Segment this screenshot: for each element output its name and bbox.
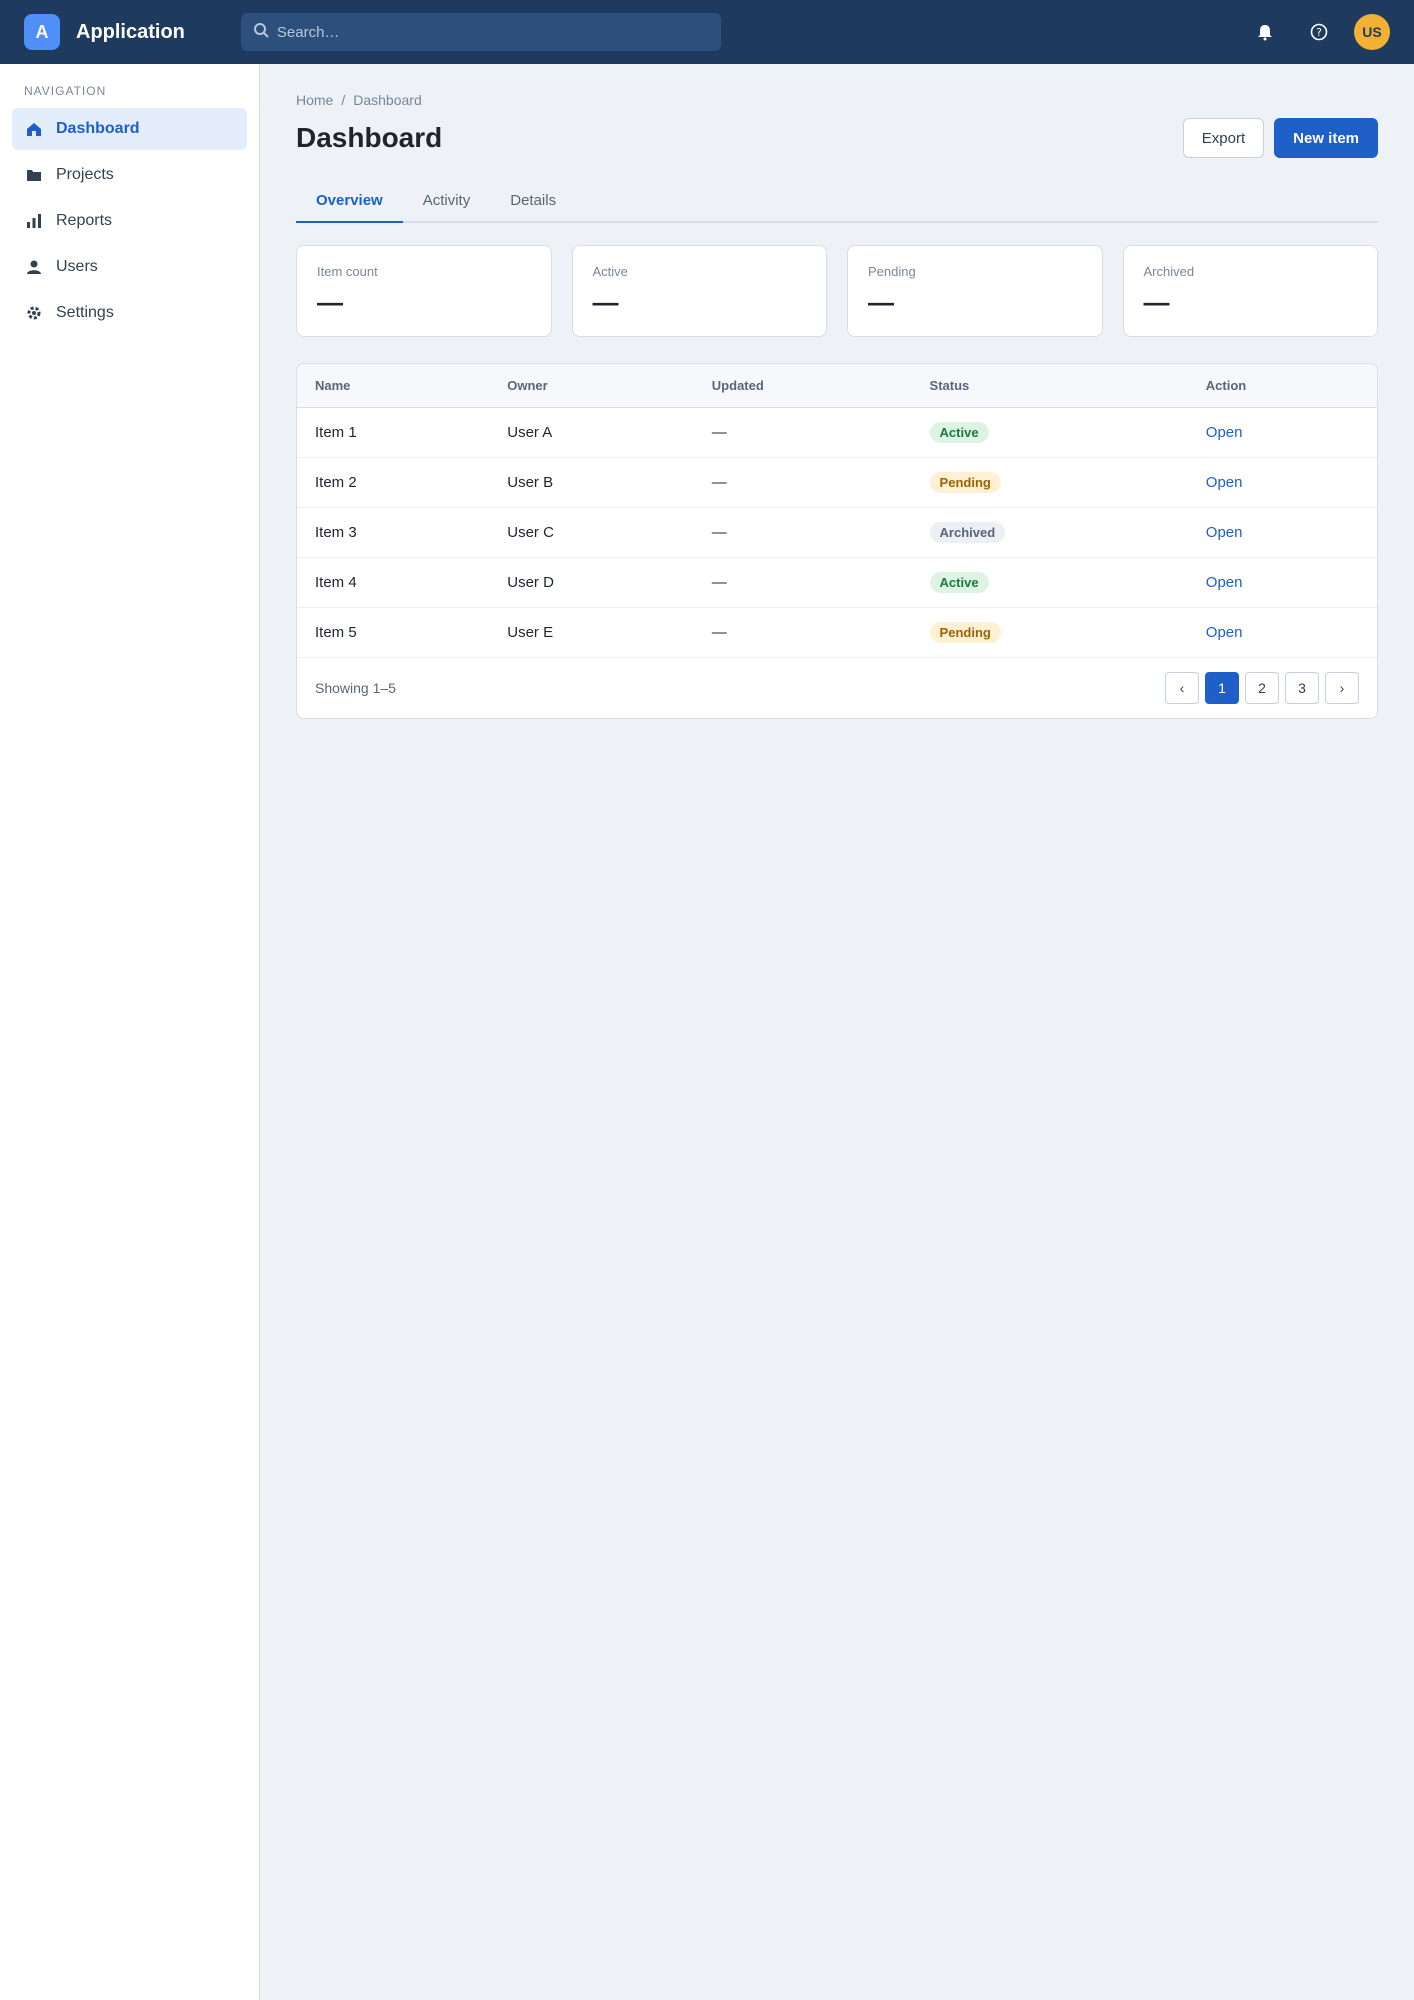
- table-cell: [297, 608, 489, 658]
- help-icon[interactable]: [1300, 13, 1338, 51]
- summary-card: [1123, 245, 1379, 337]
- cell-updated: —: [711, 624, 727, 641]
- table-header-row: [297, 364, 1377, 408]
- table-cell: [489, 458, 694, 508]
- table-cell: [912, 408, 1188, 458]
- breadcrumb-current: Dashboard: [353, 92, 422, 108]
- search-icon: [253, 22, 269, 43]
- breadcrumb: [296, 92, 1378, 108]
- svg-text:?: ?: [1316, 26, 1322, 39]
- card-label: Archived: [1143, 264, 1195, 279]
- cell-updated: —: [711, 424, 727, 441]
- table-row[interactable]: [297, 558, 1377, 608]
- row-action-link[interactable]: Open: [1205, 574, 1243, 591]
- table-cell: [1188, 608, 1377, 658]
- folder-icon: [24, 165, 44, 185]
- search-input[interactable]: [277, 24, 709, 41]
- breadcrumb-link[interactable]: Home: [296, 92, 334, 108]
- table-cell: [297, 408, 489, 458]
- table-row[interactable]: [297, 608, 1377, 658]
- table-cell: [489, 558, 694, 608]
- users-icon: [24, 257, 44, 277]
- column-header[interactable]: Updated: [694, 364, 912, 408]
- card-label: Active: [592, 264, 628, 279]
- cell-name: Item 5: [315, 624, 357, 641]
- data-table: [297, 364, 1377, 658]
- column-header: Action: [1188, 364, 1377, 408]
- row-action-link[interactable]: Open: [1205, 524, 1243, 541]
- status-badge: Pending: [930, 472, 1001, 493]
- cell-name: Item 1: [315, 424, 357, 441]
- tab-activity[interactable]: Activity: [422, 192, 471, 209]
- cell-owner: User E: [507, 624, 554, 641]
- row-summary: Showing 1–5: [315, 680, 396, 696]
- new-item-button[interactable]: New item: [1274, 118, 1378, 158]
- app-title: Application: [76, 20, 185, 43]
- page-button[interactable]: 2: [1245, 672, 1279, 704]
- status-badge: Archived: [930, 522, 1006, 543]
- cell-name: Item 2: [315, 474, 357, 491]
- cell-name: Item 4: [315, 574, 357, 591]
- status-badge: Pending: [930, 622, 1001, 643]
- table-body: [297, 408, 1377, 658]
- table-cell: [297, 458, 489, 508]
- top-header: [0, 0, 1414, 64]
- summary-card: [296, 245, 552, 337]
- card-value: —: [868, 287, 894, 317]
- tab-details[interactable]: Details: [510, 192, 557, 209]
- table-cell: [489, 508, 694, 558]
- cell-owner: User B: [507, 474, 554, 491]
- card-value: —: [1143, 287, 1170, 317]
- table-cell: [912, 508, 1188, 558]
- table-cell: [912, 608, 1188, 658]
- page-button[interactable]: 1: [1205, 672, 1239, 704]
- table-cell: [1188, 508, 1377, 558]
- cell-updated: —: [711, 574, 727, 591]
- sidebar-item-label: Projects: [56, 166, 114, 183]
- status-badge: Active: [930, 572, 989, 593]
- table-cell: [1188, 408, 1377, 458]
- cell-updated: —: [711, 524, 727, 541]
- sidebar-heading: NAVIGATION: [24, 84, 107, 98]
- table-row[interactable]: [297, 508, 1377, 558]
- app-logo: A: [24, 14, 60, 50]
- table-cell: [489, 608, 694, 658]
- summary-card: [847, 245, 1103, 337]
- export-button[interactable]: Export: [1183, 118, 1264, 158]
- sidebar-item-label: Settings: [56, 304, 114, 321]
- table-cell: [297, 508, 489, 558]
- sidebar-item-label: Users: [56, 258, 98, 275]
- cell-owner: User D: [507, 574, 554, 591]
- page-button[interactable]: 3: [1285, 672, 1319, 704]
- row-action-link[interactable]: Open: [1205, 474, 1243, 491]
- page-button[interactable]: ›: [1325, 672, 1359, 704]
- sidebar-item-users[interactable]: [12, 246, 247, 288]
- tab-overview[interactable]: Overview: [296, 180, 403, 223]
- sidebar-item-reports[interactable]: [12, 200, 247, 242]
- table-cell: [1188, 558, 1377, 608]
- cell-name: Item 3: [315, 524, 357, 541]
- app-body: [0, 64, 1414, 2000]
- breadcrumb-separator: /: [341, 92, 346, 108]
- table-cell: [489, 408, 694, 458]
- cell-owner: User A: [507, 424, 553, 441]
- row-action-link[interactable]: Open: [1205, 424, 1243, 441]
- column-header[interactable]: Owner: [489, 364, 694, 408]
- table-row[interactable]: [297, 458, 1377, 508]
- table-cell: [1188, 458, 1377, 508]
- pagination: [1165, 672, 1359, 704]
- page-button[interactable]: ‹: [1165, 672, 1199, 704]
- table-cell: [297, 558, 489, 608]
- tab-bar: [296, 180, 1378, 223]
- table-cell: [912, 458, 1188, 508]
- sidebar: [0, 64, 260, 2000]
- summary-cards: [296, 245, 1378, 337]
- page-title: Dashboard: [296, 122, 443, 153]
- chart-icon: [24, 211, 44, 231]
- card-value: —: [317, 287, 343, 317]
- search-box: [241, 13, 721, 51]
- table-cell: [694, 458, 912, 508]
- status-badge: Active: [930, 422, 989, 443]
- table-cell: [694, 508, 912, 558]
- card-value: —: [592, 287, 619, 317]
- column-header[interactable]: Name: [297, 364, 489, 408]
- bell-icon[interactable]: [1246, 13, 1284, 51]
- home-icon: [24, 119, 44, 139]
- sidebar-item-label: Dashboard: [56, 120, 140, 137]
- summary-card: [572, 245, 828, 337]
- sidebar-item-projects[interactable]: [12, 154, 247, 196]
- title-row: [296, 118, 1378, 158]
- table-cell: [694, 608, 912, 658]
- column-header[interactable]: Status: [912, 364, 1188, 408]
- sidebar-item-settings[interactable]: [12, 292, 247, 334]
- card-label: Pending: [868, 264, 916, 279]
- table-cell: [694, 408, 912, 458]
- cell-updated: —: [711, 474, 727, 491]
- table-footer: [297, 658, 1377, 718]
- card-label: Item count: [317, 264, 378, 279]
- avatar[interactable]: US: [1354, 14, 1390, 50]
- gear-icon: [24, 303, 44, 323]
- data-table-panel: [296, 363, 1378, 719]
- sidebar-item-dashboard[interactable]: [12, 108, 247, 150]
- table-row[interactable]: [297, 408, 1377, 458]
- sidebar-item-label: Reports: [56, 212, 113, 229]
- table-cell: [694, 558, 912, 608]
- main-content: [260, 64, 1414, 2000]
- row-action-link[interactable]: Open: [1205, 624, 1243, 641]
- table-cell: [912, 558, 1188, 608]
- cell-owner: User C: [507, 524, 554, 541]
